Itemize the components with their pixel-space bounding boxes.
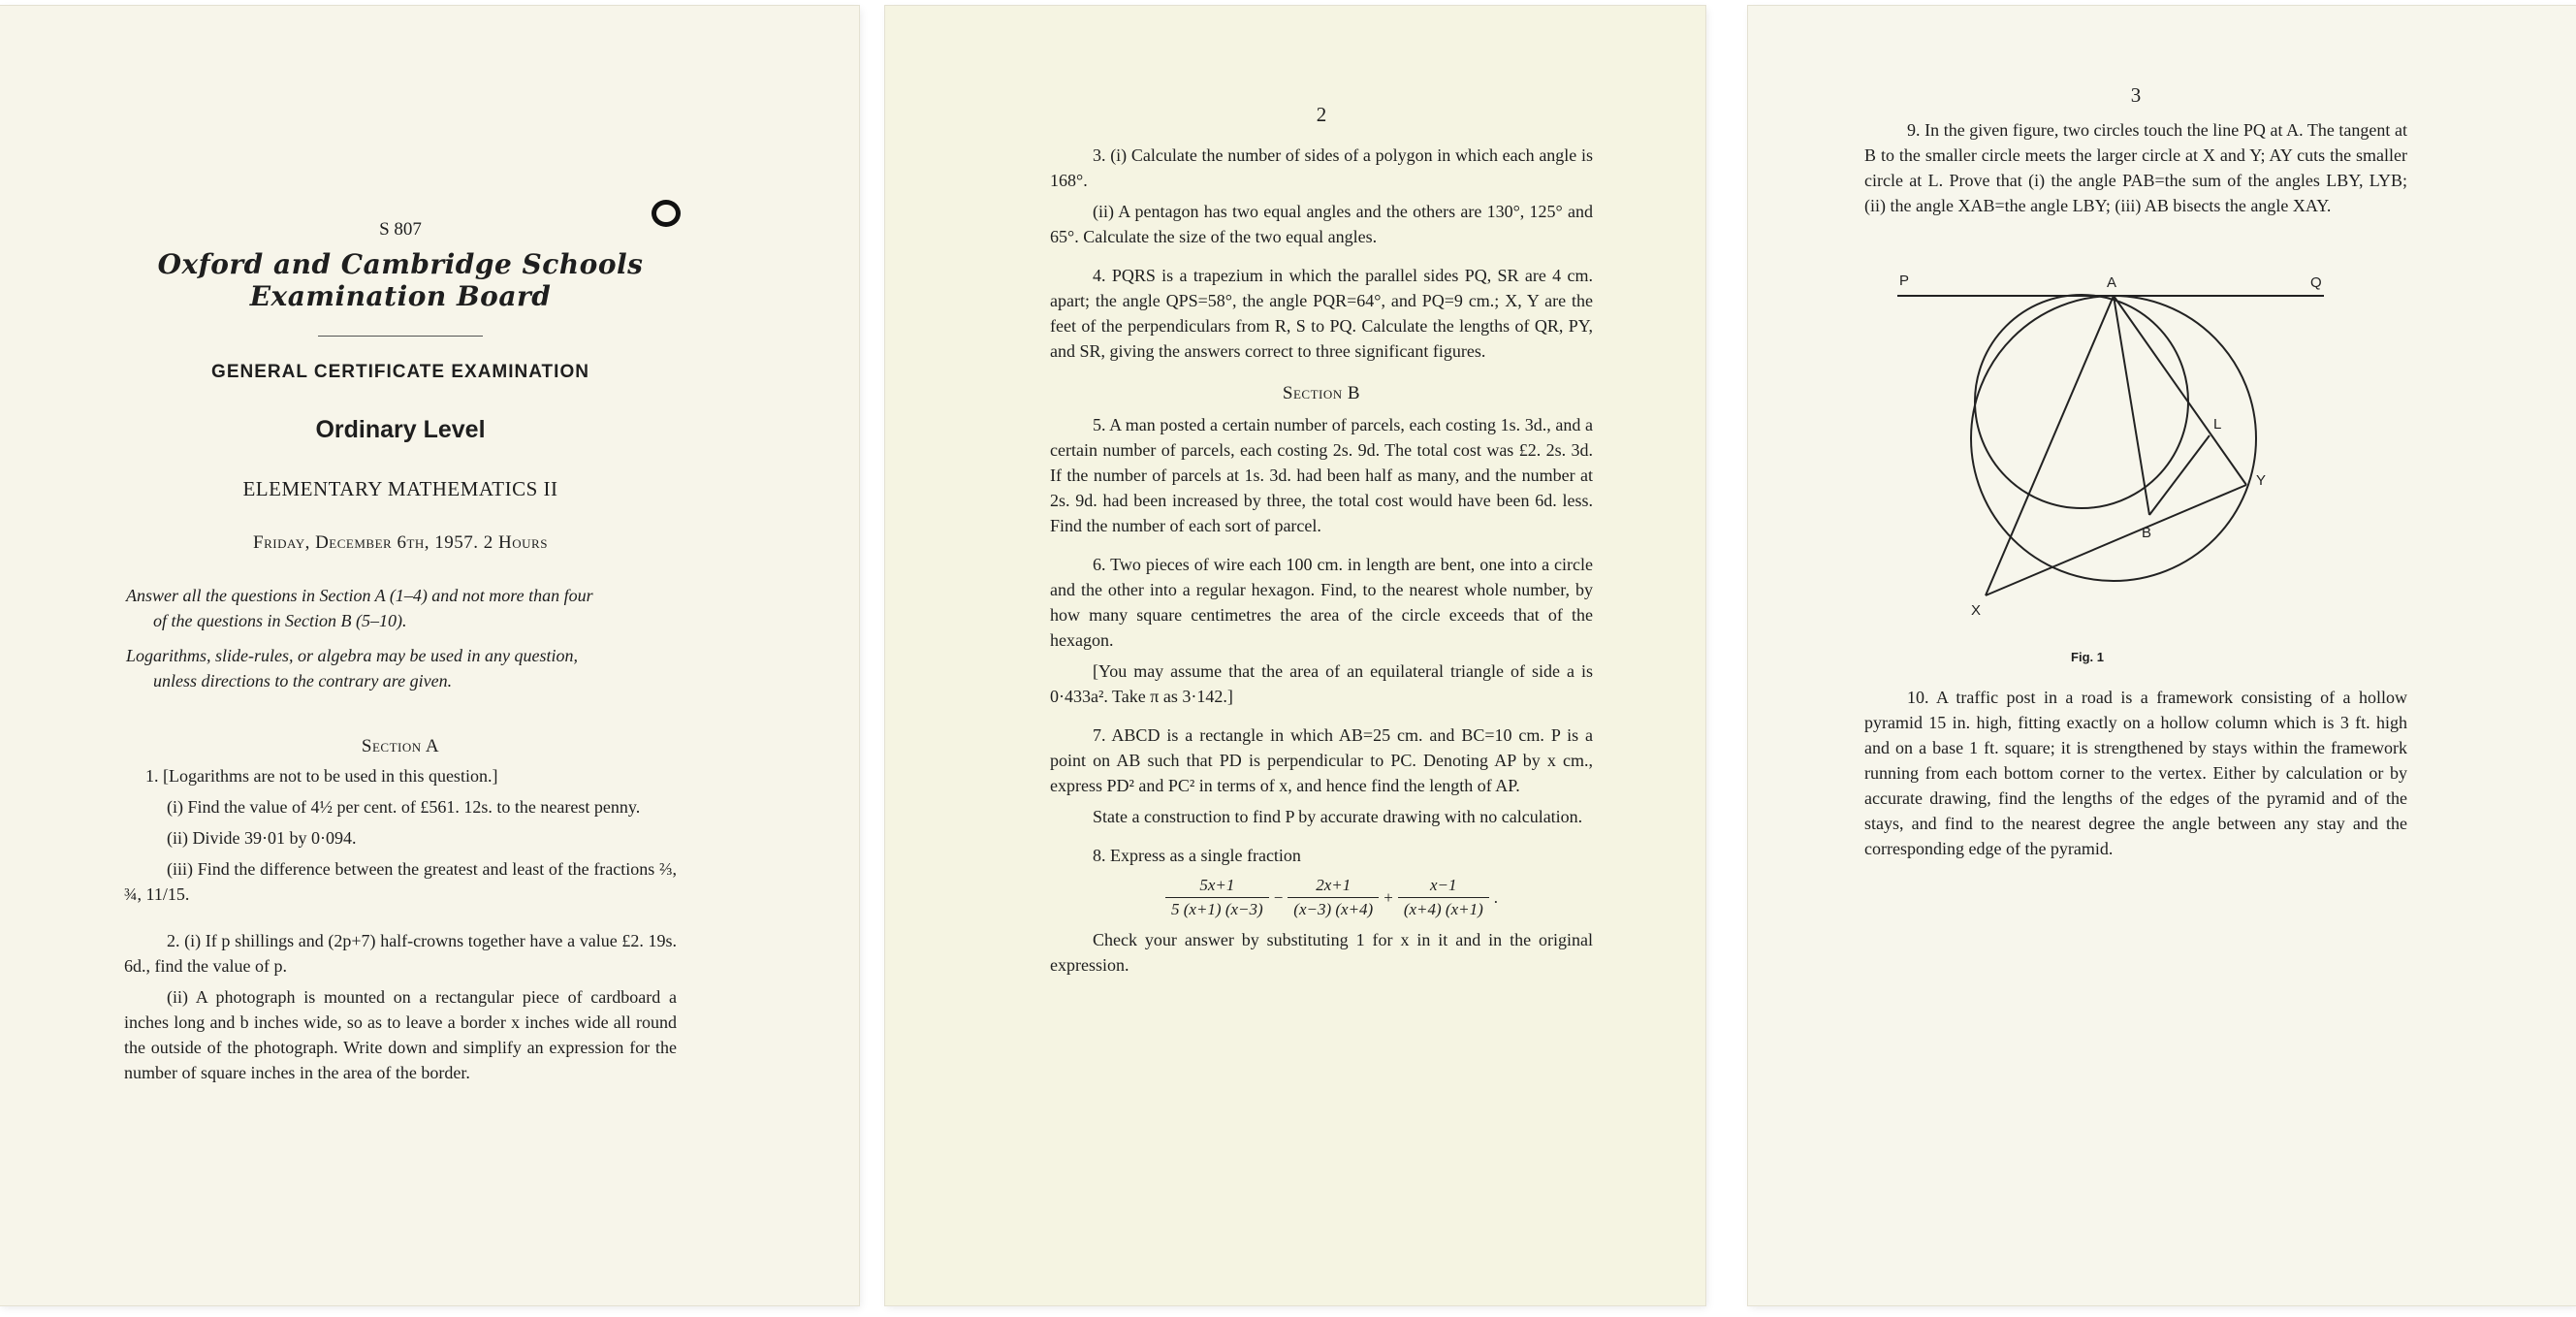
page-1-content <box>124 219 677 1085</box>
fraction-1 <box>1165 876 1269 919</box>
fraction-expression <box>1069 876 1593 919</box>
instruction-line: of the questions in Section B (5–10). <box>153 611 407 630</box>
page-3 <box>1748 6 2576 1305</box>
page-3-content <box>1864 83 2407 218</box>
question-3-part-i: 3. (i) Calculate the number of sides of a polygon in which each angle is 168°. <box>1050 145 1593 190</box>
question-8-check: Check your answer by substituting 1 for x in it and in the original expression. <box>1050 930 1593 975</box>
line-ab <box>2114 296 2149 515</box>
question-1-part-iii: (iii) Find the difference between the greatest and least of the fractions ⅔, ¾, 11/15. <box>124 859 677 904</box>
fraction-3 <box>1398 876 1489 919</box>
label-x: X <box>1971 602 1982 619</box>
question-1-part-ii: (ii) Divide 39·01 by 0·094. <box>167 828 357 848</box>
small-circle <box>1975 295 2188 508</box>
question-9: 9. In the given figure, two circles touch the line PQ at A. The tangent at B to the smaller circle meets the larger circle at X and Y; AY cuts the smaller circle at L. Prove that (i) the angle PAB=the sum of the angles LBY, LYB; (ii) the angle XAB=the angle LBY; (iii) AB bisects the angle XAY. <box>1864 120 2407 215</box>
numerator: 5x+1 <box>1199 876 1235 894</box>
denominator: (x−3) (x+4) <box>1288 897 1379 919</box>
question-1-heading: 1. [Logarithms are not to be used in this question.] <box>145 766 498 786</box>
exam-name: GENERAL CERTIFICATE EXAMINATION <box>211 362 589 382</box>
denominator: (x+4) (x+1) <box>1398 897 1489 919</box>
divider <box>318 336 483 337</box>
subject-title: ELEMENTARY MATHEMATICS II <box>242 477 558 500</box>
question-3-part-ii: (ii) A pentagon has two equal angles and the others are 130°, 125° and 65°. Calculate the size of the two equal angles. <box>1050 202 1593 246</box>
label-p: P <box>1899 273 1910 289</box>
question-6: 6. Two pieces of wire each 100 cm. in length are bent, one into a circle and the other into a regular hexagon. Find, to the nearest whole number, by how many square centimetres the area of the circle exceeds that of the hexagon. <box>1050 555 1593 650</box>
instruction-line: Logarithms, slide-rules, or algebra may be used in any question, <box>126 646 578 665</box>
label-a: A <box>2107 274 2117 291</box>
page-2 <box>885 6 1705 1305</box>
page-3-question-10 <box>1864 685 2407 861</box>
question-2-part-ii: (ii) A photograph is mounted on a rectangular piece of cardboard a inches long and b inches wide, so as to leave a border x inches wide all round the outside of the photograph. Write down and simplify an expression for the number of square inches in the area of the border. <box>124 987 677 1082</box>
page-number: 2 <box>1316 103 1327 126</box>
chord-ax <box>1986 296 2114 595</box>
instruction-line: Answer all the questions in Section A (1–4) and not more than four <box>126 586 593 605</box>
instructions <box>124 583 677 693</box>
question-5: 5. A man posted a certain number of parcels, each costing 1s. 3d., and a certain number of parcels, each costing 2s. 9d. The total cost was £2. 2s. 3d. If the number of parcels at 1s. 3d. had been half as many, and the number at 2s. 9d. had been increased by three, the total cost would have been 6d. less. Find the number of each sort of parcel. <box>1050 415 1593 535</box>
chord-ay <box>2114 296 2246 485</box>
denominator: 5 (x+1) (x−3) <box>1165 897 1269 919</box>
question-7: 7. ABCD is a rectangle in which AB=25 cm. and BC=10 cm. P is a point on AB such that PD is perpendicular to PC. Denoting AP by x cm., express PD² and PC² in terms of x, and hence find the length of AP. <box>1050 725 1593 795</box>
instruction-line: unless directions to the contrary are given. <box>153 671 453 691</box>
operator: + <box>1383 887 1393 907</box>
section-a-heading: Section A <box>361 736 440 756</box>
exam-date: Friday, December 6th, 1957. 2 Hours <box>253 532 548 553</box>
question-8: 8. Express as a single fraction <box>1093 846 1301 865</box>
question-6-note: [You may assume that the area of an equilateral triangle of side a is 0·433a². Take π as 3·142.] <box>1050 661 1593 706</box>
page-number: 3 <box>2130 83 2142 107</box>
section-b-heading: Section B <box>1282 383 1361 403</box>
question-2-part-i: 2. (i) If p shillings and (2p+7) half-crowns together have a value £2. 19s. 6d., find the value of p. <box>124 931 677 976</box>
fraction-2 <box>1288 876 1379 919</box>
exam-level: Ordinary Level <box>315 416 486 443</box>
question-10: 10. A traffic post in a road is a framework consisting of a hollow pyramid 15 in. high, fitting exactly on a hollow column which is 3 ft. high and on a base 1 ft. square; it is strengthened by stays within the framework running from each bottom corner to the vertex. Either by calculation or by accurate drawing, find the lengths of the edges of the pyramid and of the stays, and find to the nearest degree the angle between any stay and the corresponding edge of the pyramid. <box>1864 688 2407 858</box>
page-1 <box>0 6 859 1305</box>
question-7-construction: State a construction to find P by accurate drawing with no calculation. <box>1093 807 1583 826</box>
question-1-part-i: (i) Find the value of 4½ per cent. of £561. 12s. to the nearest penny. <box>167 797 641 817</box>
label-l: L <box>2213 416 2222 433</box>
page-2-content <box>1050 103 1593 978</box>
label-q: Q <box>2310 274 2322 291</box>
label-b: B <box>2142 525 2152 541</box>
label-y: Y <box>2256 472 2267 489</box>
paper-code: S 807 <box>379 219 422 240</box>
geometry-figure <box>1897 266 2324 654</box>
numerator: x−1 <box>1430 876 1457 894</box>
operator: − <box>1273 887 1284 907</box>
question-4: 4. PQRS is a trapezium in which the parallel sides PQ, SR are 4 cm. apart; the angle QPS=58°, the angle PQR=64°, and PQ=9 cm.; X, Y are the feet of the perpendiculars from R, S to PQ. Calculate the lengths of QR, PY, and SR, giving the answers correct to three significant figures. <box>1050 266 1593 361</box>
board-title: Oxford and Cambridge Schools Examination Board <box>157 248 644 312</box>
full-stop: . <box>1493 887 1498 907</box>
numerator: 2x+1 <box>1316 876 1352 894</box>
figure-caption: Fig. 1 <box>2071 650 2104 664</box>
